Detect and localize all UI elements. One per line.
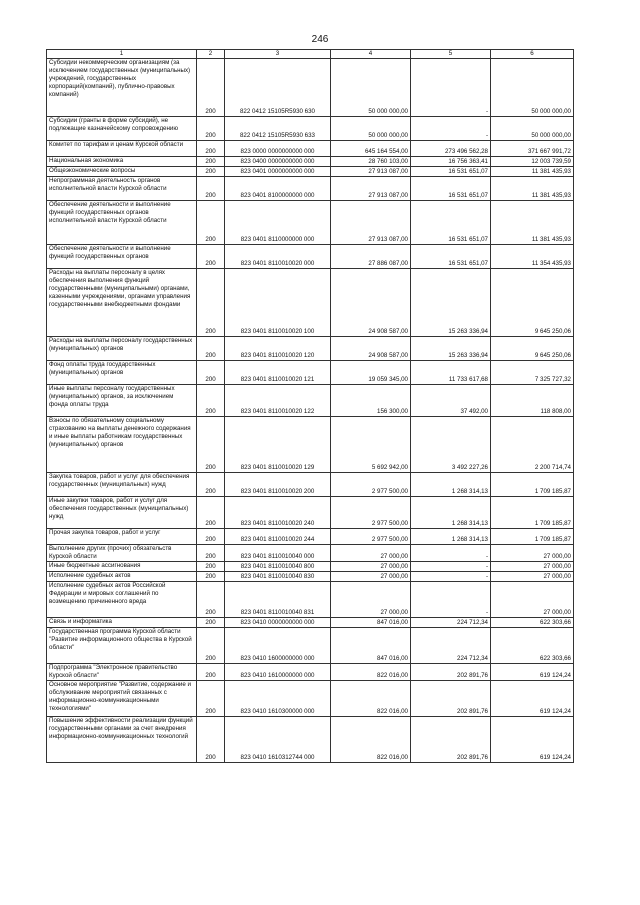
- table-header-row: [47, 50, 574, 59]
- row-code-cell: 823 0410 1600000000 000: [225, 628, 331, 664]
- row-name-cell: Иные закупки товаров, работ и услуг для обеспечения государственных (муниципальных) нужд: [47, 497, 197, 529]
- row-done-cell: 15 263 336,94: [411, 337, 491, 361]
- row-name-cell: Исполнение судебных актов: [47, 572, 197, 582]
- table-row: [47, 717, 574, 763]
- table-row: [47, 245, 574, 269]
- row-done-cell: 16 531 651,07: [411, 177, 491, 201]
- row-plan-cell: 822 016,00: [331, 717, 411, 763]
- row-col2-cell: 200: [197, 59, 225, 117]
- row-col2-cell: 200: [197, 141, 225, 157]
- table-row: [47, 417, 574, 473]
- row-done-cell: -: [411, 582, 491, 618]
- row-col2-cell: 200: [197, 529, 225, 545]
- column-header: 2: [197, 50, 225, 59]
- row-rest-cell: 1 709 185,87: [491, 529, 574, 545]
- table-row: [47, 117, 574, 141]
- row-col2-cell: 200: [197, 497, 225, 529]
- table-row: [47, 628, 574, 664]
- row-rest-cell: 622 303,66: [491, 628, 574, 664]
- row-col2-cell: 200: [197, 664, 225, 681]
- row-plan-cell: 27 000,00: [331, 572, 411, 582]
- row-plan-cell: 822 016,00: [331, 664, 411, 681]
- row-name-cell: Комитет по тарифам и ценам Курской области: [47, 141, 197, 157]
- table-row: [47, 157, 574, 167]
- table-row: [47, 473, 574, 497]
- row-col2-cell: 200: [197, 361, 225, 385]
- column-header: 5: [411, 50, 491, 59]
- row-code-cell: 823 0401 8110010020 129: [225, 417, 331, 473]
- row-code-cell: 823 0401 8110010020 200: [225, 473, 331, 497]
- row-done-cell: 224 712,34: [411, 628, 491, 664]
- row-done-cell: -: [411, 117, 491, 141]
- row-col2-cell: 200: [197, 618, 225, 628]
- row-done-cell: 273 496 562,28: [411, 141, 491, 157]
- row-plan-cell: 19 059 345,00: [331, 361, 411, 385]
- row-name-cell: Иные бюджетные ассигнования: [47, 562, 197, 572]
- row-rest-cell: 50 000 000,00: [491, 117, 574, 141]
- row-col2-cell: 200: [197, 385, 225, 417]
- row-plan-cell: 27 000,00: [331, 545, 411, 562]
- row-rest-cell: 11 381 435,93: [491, 177, 574, 201]
- column-header: 4: [331, 50, 411, 59]
- row-rest-cell: 1 709 185,87: [491, 473, 574, 497]
- row-col2-cell: 200: [197, 269, 225, 337]
- row-rest-cell: 1 709 185,87: [491, 497, 574, 529]
- table-row: [47, 269, 574, 337]
- row-plan-cell: 27 886 087,00: [331, 245, 411, 269]
- table-row: [47, 177, 574, 201]
- row-col2-cell: 200: [197, 545, 225, 562]
- row-col2-cell: 200: [197, 157, 225, 167]
- row-done-cell: 1 268 314,13: [411, 529, 491, 545]
- row-code-cell: 823 0401 8110010040 000: [225, 545, 331, 562]
- row-code-cell: 823 0401 8110010040 830: [225, 572, 331, 582]
- row-done-cell: 1 268 314,13: [411, 473, 491, 497]
- row-done-cell: 202 891,76: [411, 717, 491, 763]
- row-name-cell: Закупка товаров, работ и услуг для обеспечения государственных (муниципальных) нужд: [47, 473, 197, 497]
- row-rest-cell: 12 003 739,59: [491, 157, 574, 167]
- row-col2-cell: 200: [197, 717, 225, 763]
- table-row: [47, 337, 574, 361]
- table-row: [47, 529, 574, 545]
- row-done-cell: 202 891,76: [411, 664, 491, 681]
- row-plan-cell: 2 977 500,00: [331, 497, 411, 529]
- row-code-cell: 822 0412 15105R5930 630: [225, 59, 331, 117]
- row-name-cell: Субсидии некоммерческим организациям (за исключением государственных (муниципальных) учреждений, государственных корпораций(компаний), публично-правовых компаний): [47, 59, 197, 117]
- row-rest-cell: 11 381 435,93: [491, 167, 574, 177]
- row-plan-cell: 50 000 000,00: [331, 59, 411, 117]
- row-rest-cell: 27 000,00: [491, 562, 574, 572]
- row-code-cell: 823 0401 8110010020 240: [225, 497, 331, 529]
- row-code-cell: 822 0412 15105R5930 633: [225, 117, 331, 141]
- row-rest-cell: 9 645 250,06: [491, 269, 574, 337]
- row-rest-cell: 7 325 727,32: [491, 361, 574, 385]
- row-code-cell: 823 0410 1610000000 000: [225, 664, 331, 681]
- row-done-cell: -: [411, 562, 491, 572]
- row-name-cell: Государственная программа Курской области "Развитие информационного общества в Курской области": [47, 628, 197, 664]
- row-rest-cell: 2 200 714,74: [491, 417, 574, 473]
- row-col2-cell: 200: [197, 473, 225, 497]
- row-code-cell: 823 0401 8110010040 800: [225, 562, 331, 572]
- row-done-cell: 202 891,76: [411, 681, 491, 717]
- row-done-cell: 15 263 336,94: [411, 269, 491, 337]
- row-done-cell: 16 531 651,07: [411, 245, 491, 269]
- row-col2-cell: 200: [197, 201, 225, 245]
- row-col2-cell: 200: [197, 628, 225, 664]
- row-name-cell: Общеэкономические вопросы: [47, 167, 197, 177]
- row-rest-cell: 11 381 435,93: [491, 201, 574, 245]
- row-code-cell: 823 0401 8110010020 121: [225, 361, 331, 385]
- row-rest-cell: 27 000,00: [491, 582, 574, 618]
- row-rest-cell: 9 645 250,06: [491, 337, 574, 361]
- row-code-cell: 823 0401 8110010020 000: [225, 245, 331, 269]
- row-done-cell: 3 492 227,26: [411, 417, 491, 473]
- row-done-cell: 11 733 617,68: [411, 361, 491, 385]
- row-code-cell: 823 0401 8110010020 100: [225, 269, 331, 337]
- row-rest-cell: 619 124,24: [491, 664, 574, 681]
- table-row: [47, 681, 574, 717]
- row-name-cell: Обеспечение деятельности и выполнение функций государственных органов: [47, 245, 197, 269]
- row-done-cell: -: [411, 59, 491, 117]
- row-col2-cell: 200: [197, 177, 225, 201]
- row-code-cell: 823 0401 0000000000 000: [225, 167, 331, 177]
- row-rest-cell: 118 808,00: [491, 385, 574, 417]
- row-code-cell: 823 0401 8110010040 831: [225, 582, 331, 618]
- row-plan-cell: 847 016,00: [331, 618, 411, 628]
- table-row: [47, 361, 574, 385]
- row-name-cell: Расходы на выплаты персоналу государственных (муниципальных) органов: [47, 337, 197, 361]
- row-plan-cell: 27 000,00: [331, 562, 411, 572]
- row-name-cell: Национальная экономика: [47, 157, 197, 167]
- table-row: [47, 167, 574, 177]
- row-done-cell: 16 531 651,07: [411, 201, 491, 245]
- row-rest-cell: 11 354 435,93: [491, 245, 574, 269]
- row-name-cell: Повышение эффективности реализации функций государственными органами за счет внедрения информационно-коммуникационных технологий: [47, 717, 197, 763]
- row-name-cell: Основное мероприятие "Развитие, содержание и обслуживание мероприятий связанных с информационно-коммуникационными технологиями": [47, 681, 197, 717]
- row-plan-cell: 24 908 587,00: [331, 269, 411, 337]
- row-plan-cell: 5 692 942,00: [331, 417, 411, 473]
- row-col2-cell: 200: [197, 337, 225, 361]
- table-row: [47, 385, 574, 417]
- column-header: 1: [47, 50, 197, 59]
- table-row: [47, 497, 574, 529]
- row-rest-cell: 27 000,00: [491, 572, 574, 582]
- page-number: 246: [311, 34, 329, 45]
- row-rest-cell: 371 667 991,72: [491, 141, 574, 157]
- row-done-cell: -: [411, 572, 491, 582]
- row-rest-cell: 619 124,24: [491, 717, 574, 763]
- row-done-cell: 16 756 363,41: [411, 157, 491, 167]
- row-code-cell: 823 0401 8110010020 244: [225, 529, 331, 545]
- table-row: [47, 545, 574, 562]
- budget-table: [46, 49, 574, 763]
- table-row: [47, 59, 574, 117]
- row-col2-cell: 200: [197, 167, 225, 177]
- table-row: [47, 582, 574, 618]
- row-code-cell: 823 0410 1610312744 000: [225, 717, 331, 763]
- row-rest-cell: 27 000,00: [491, 545, 574, 562]
- row-plan-cell: 27 913 087,00: [331, 167, 411, 177]
- row-plan-cell: 50 000 000,00: [331, 117, 411, 141]
- table-row: [47, 201, 574, 245]
- table-row: [47, 572, 574, 582]
- row-name-cell: Непрограммная деятельность органов исполнительной власти Курской области: [47, 177, 197, 201]
- column-header: 3: [225, 50, 331, 59]
- row-col2-cell: 200: [197, 572, 225, 582]
- row-plan-cell: 822 016,00: [331, 681, 411, 717]
- row-name-cell: Связь и информатика: [47, 618, 197, 628]
- row-done-cell: 224 712,34: [411, 618, 491, 628]
- row-name-cell: Иные выплаты персоналу государственных (муниципальных) органов, за исключением фонда оплаты труда: [47, 385, 197, 417]
- row-code-cell: 823 0401 8110010020 122: [225, 385, 331, 417]
- row-name-cell: Обеспечение деятельности и выполнение функций государственных органов исполнительной власти Курской области: [47, 201, 197, 245]
- row-code-cell: 823 0000 0000000000 000: [225, 141, 331, 157]
- row-name-cell: Субсидии (гранты в форме субсидий), не подлежащие казначейскому сопровождению: [47, 117, 197, 141]
- column-header: 6: [491, 50, 574, 59]
- row-name-cell: Выполнение других (прочих) обязательств Курской области: [47, 545, 197, 562]
- row-code-cell: 823 0401 8110010020 120: [225, 337, 331, 361]
- row-plan-cell: 27 913 087,00: [331, 201, 411, 245]
- row-plan-cell: 156 300,00: [331, 385, 411, 417]
- row-plan-cell: 28 760 103,00: [331, 157, 411, 167]
- row-name-cell: Взносы по обязательному социальному страхованию на выплаты денежного содержания и иные выплаты работникам государственных (муниципальных) органов: [47, 417, 197, 473]
- row-plan-cell: 2 977 500,00: [331, 473, 411, 497]
- row-col2-cell: 200: [197, 417, 225, 473]
- row-code-cell: 823 0400 0000000000 000: [225, 157, 331, 167]
- row-name-cell: Расходы на выплаты персоналу в целях обеспечения выполнения функций государственными (муниципальными) органами, казенными учреждениями, органами управления государственными внебюджетными фондами: [47, 269, 197, 337]
- row-plan-cell: 27 913 087,00: [331, 177, 411, 201]
- row-code-cell: 823 0410 0000000000 000: [225, 618, 331, 628]
- row-name-cell: Исполнение судебных актов Российской Федерации и мировых соглашений по возмещению причиненного вреда: [47, 582, 197, 618]
- row-code-cell: 823 0401 8100000000 000: [225, 177, 331, 201]
- table-row: [47, 141, 574, 157]
- row-name-cell: Фонд оплаты труда государственных (муниципальных) органов: [47, 361, 197, 385]
- row-code-cell: 823 0410 1610300000 000: [225, 681, 331, 717]
- row-col2-cell: 200: [197, 245, 225, 269]
- table-row: [47, 618, 574, 628]
- row-done-cell: 1 268 314,13: [411, 497, 491, 529]
- row-done-cell: -: [411, 545, 491, 562]
- row-plan-cell: 847 016,00: [331, 628, 411, 664]
- row-name-cell: Прочая закупка товаров, работ и услуг: [47, 529, 197, 545]
- row-col2-cell: 200: [197, 562, 225, 572]
- row-col2-cell: 200: [197, 582, 225, 618]
- row-plan-cell: 24 908 587,00: [331, 337, 411, 361]
- row-done-cell: 37 492,00: [411, 385, 491, 417]
- row-plan-cell: 27 000,00: [331, 582, 411, 618]
- table-row: [47, 562, 574, 572]
- row-rest-cell: 50 000 000,00: [491, 59, 574, 117]
- row-plan-cell: 2 977 500,00: [331, 529, 411, 545]
- row-col2-cell: 200: [197, 681, 225, 717]
- row-plan-cell: 645 164 554,00: [331, 141, 411, 157]
- row-done-cell: 16 531 651,07: [411, 167, 491, 177]
- row-name-cell: Подпрограмма "Электронное правительство Курской области": [47, 664, 197, 681]
- row-code-cell: 823 0401 8110000000 000: [225, 201, 331, 245]
- row-col2-cell: 200: [197, 117, 225, 141]
- table-row: [47, 664, 574, 681]
- row-rest-cell: 622 303,66: [491, 618, 574, 628]
- row-rest-cell: 619 124,24: [491, 681, 574, 717]
